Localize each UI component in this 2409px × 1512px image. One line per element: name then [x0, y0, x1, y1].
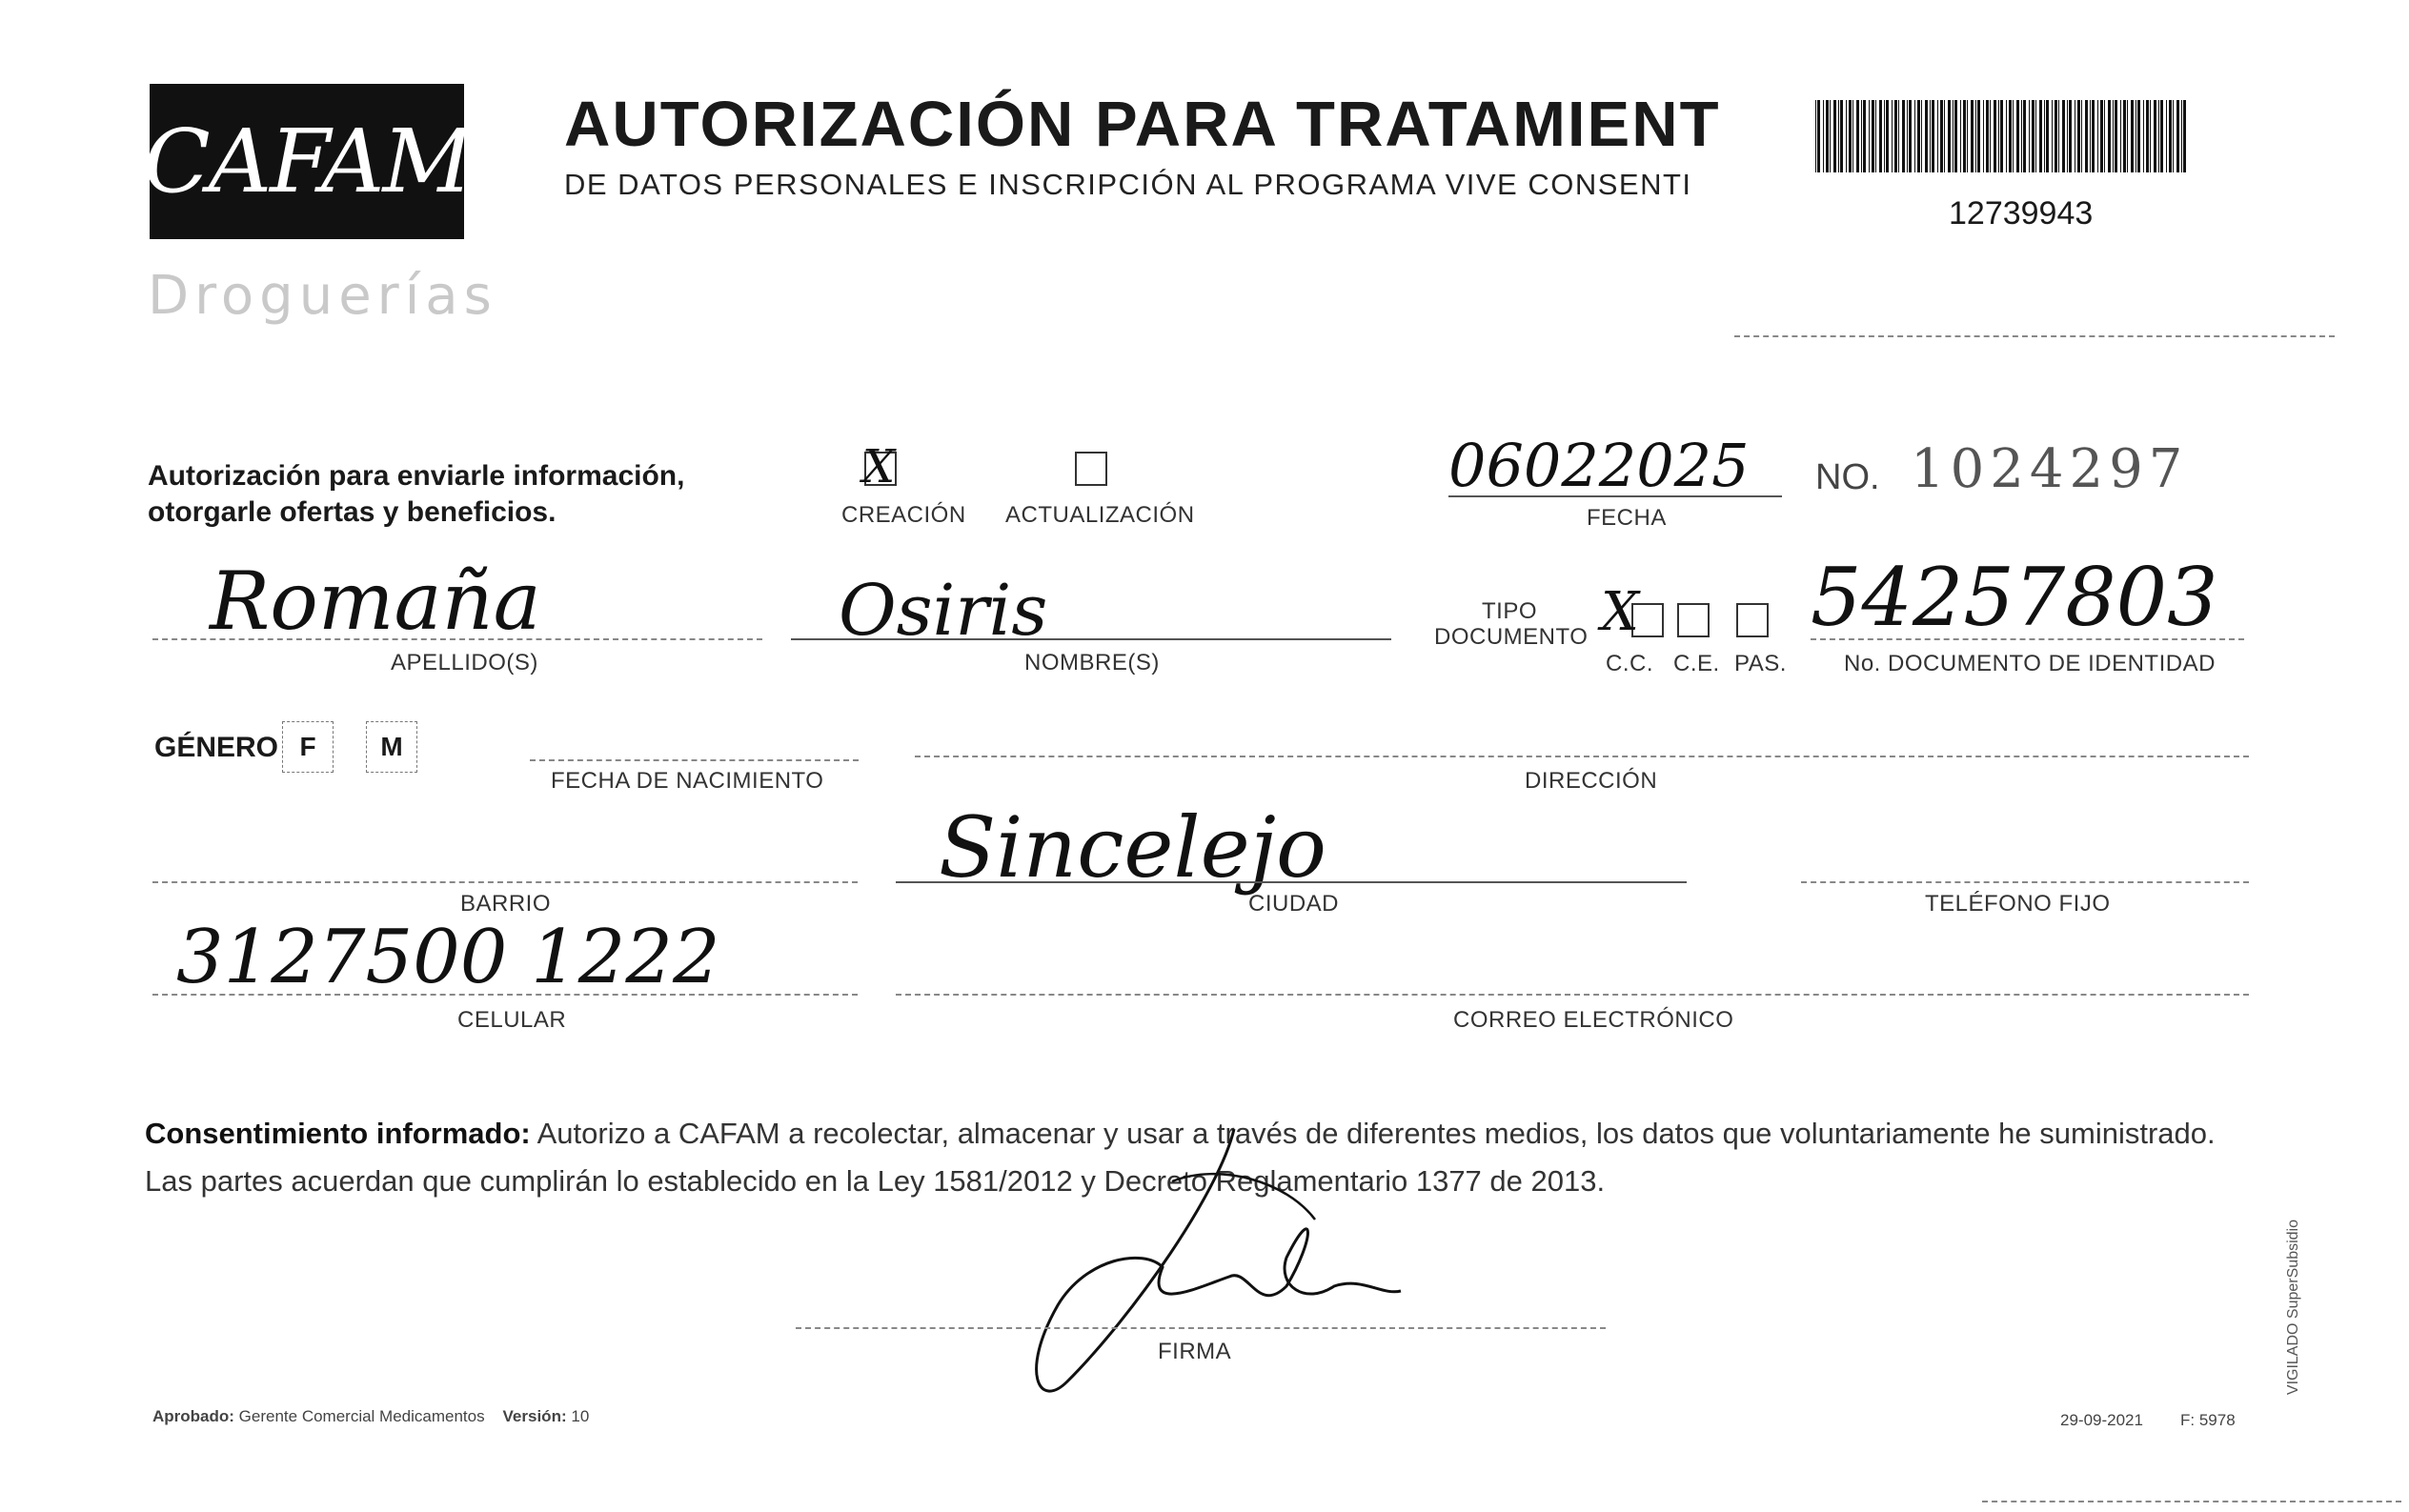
intro-text-1: Autorización para enviarle información,	[148, 460, 685, 492]
barcode-bar	[1977, 100, 1980, 172]
fecha-nacimiento-line	[530, 759, 859, 761]
apellido-label: APELLIDO(S)	[391, 650, 538, 675]
barcode-bar	[2035, 100, 2036, 172]
barcode-bar	[2046, 100, 2049, 172]
genero-f-box[interactable]	[282, 721, 334, 773]
firma-line	[796, 1327, 1606, 1329]
barcode-bar	[1872, 100, 1874, 172]
barcode-bar	[1833, 100, 1836, 172]
actualizacion-label: ACTUALIZACIÓN	[1005, 502, 1195, 528]
barcode-bar	[1902, 100, 1905, 172]
barcode-bar	[2055, 100, 2057, 172]
documento-numero-label: No. DOCUMENTO DE IDENTIDAD	[1844, 651, 2216, 676]
genero-m-label: M	[380, 732, 403, 761]
bottom-divider	[1982, 1501, 2401, 1502]
barcode-bar	[2166, 100, 2167, 172]
barcode-bar	[2044, 100, 2045, 172]
fecha-line	[1448, 495, 1782, 497]
barcode-bar	[1886, 100, 1889, 172]
consent-text-2: Las partes acuerdan que cumplirán lo establecido en la Ley 1581/2012 y Decreto Reglamentario 1377 de 2013.	[145, 1164, 1606, 1198]
barcode-bar	[1830, 100, 1831, 172]
barcode-bar	[1990, 100, 1991, 172]
barcode-bar	[2006, 100, 2007, 172]
barcode-bar	[2067, 100, 2068, 172]
documento-label: DOCUMENTO	[1434, 624, 1589, 650]
pas-checkbox[interactable]	[1736, 603, 1769, 637]
cafam-logo: CAFAM	[150, 84, 464, 239]
barcode-bar	[2016, 100, 2019, 172]
barcode-bar	[2127, 100, 2128, 172]
barcode-bar	[2058, 100, 2059, 172]
genero-m-box[interactable]	[366, 721, 417, 773]
barcode-bar	[2039, 100, 2042, 172]
barcode-bar	[1914, 100, 1915, 172]
barcode-bar	[1930, 100, 1931, 172]
barcode-bar	[2173, 100, 2174, 172]
ciudad-value[interactable]: Sincelejo	[939, 798, 1326, 897]
barcode-bar	[2023, 100, 2026, 172]
nombre-value[interactable]: Osiris	[839, 570, 1048, 652]
correo-label: CORREO ELECTRÓNICO	[1453, 1007, 1734, 1033]
direccion-line	[915, 756, 2249, 757]
barcode-bar	[2176, 100, 2179, 172]
barcode-bar	[2077, 100, 2080, 172]
form-number: 1024297	[1911, 438, 2189, 500]
correo-line	[896, 994, 2249, 996]
barcode-bar	[2062, 100, 2065, 172]
barcode-bar	[2150, 100, 2151, 172]
barcode-bar	[1954, 100, 1957, 172]
barcode-bar	[1994, 100, 1996, 172]
barcode-bar	[1983, 100, 1984, 172]
consent-text-1: Autorizo a CAFAM a recolectar, almacenar y usar a través de diferentes medios, los datos que voluntariamente he suministrado.	[536, 1117, 2216, 1150]
document-title: AUTORIZACIÓN PARA TRATAMIENT	[564, 89, 1721, 160]
barcode-bar	[2181, 100, 2182, 172]
barcode-bar	[1815, 100, 1816, 172]
aprobado-label: Aprobado:	[152, 1407, 234, 1425]
fecha-value[interactable]: 06022025	[1448, 431, 1750, 500]
barcode-bar	[1852, 100, 1853, 172]
apellido-line	[152, 638, 762, 640]
celular-label: CELULAR	[457, 1007, 567, 1033]
document-subtitle: DE DATOS PERSONALES E INSCRIPCIÓN AL PROGRAMA VIVE CONSENTI	[564, 168, 1692, 201]
barcode-bar	[2115, 100, 2117, 172]
ciudad-line	[896, 881, 1687, 883]
barcode-bar	[1907, 100, 1908, 172]
form-code: F: 5978	[2180, 1411, 2236, 1429]
number-label: NO.	[1815, 457, 1880, 497]
barcode-bar	[1967, 100, 1968, 172]
barcode-bar	[1879, 100, 1882, 172]
aprobado-info	[152, 1407, 589, 1426]
barcode-bar	[1875, 100, 1876, 172]
barcode-bar	[2032, 100, 2034, 172]
barcode-bar	[2100, 100, 2103, 172]
barcode-bar	[1856, 100, 1859, 172]
fecha-label: FECHA	[1587, 505, 1667, 531]
firma-label: FIRMA	[1158, 1339, 1232, 1364]
barcode-bar	[2097, 100, 2098, 172]
ce-checkbox[interactable]	[1677, 603, 1710, 637]
nombre-label: NOMBRE(S)	[1024, 650, 1160, 675]
celular-line	[152, 994, 858, 996]
barcode-bar	[2092, 100, 2095, 172]
barcode-bar	[2169, 100, 2172, 172]
barcode-bar	[1975, 100, 1976, 172]
ciudad-label: CIUDAD	[1248, 891, 1340, 917]
barcode-bar	[2029, 100, 2030, 172]
barcode-bar	[2120, 100, 2121, 172]
actualizacion-checkbox[interactable]	[1075, 452, 1107, 486]
intro-text-2: otorgarle ofertas y beneficios.	[148, 496, 557, 528]
version-label: Versión:	[502, 1407, 567, 1425]
barcode-bar	[1940, 100, 1943, 172]
barcode-bar	[1998, 100, 1999, 172]
barcode-bar	[1846, 100, 1847, 172]
barcode-bar	[1840, 100, 1843, 172]
barcode-bar	[2085, 100, 2088, 172]
barcode-bar	[1937, 100, 1938, 172]
barcode-bar	[1884, 100, 1885, 172]
barcode-bar	[1917, 100, 1920, 172]
barcode-bar	[2069, 100, 2072, 172]
barcode-bar	[1925, 100, 1928, 172]
tipo-label: TIPO	[1482, 598, 1538, 624]
nombre-line	[791, 638, 1391, 640]
barcode-bar	[2009, 100, 2012, 172]
barcode-bar	[1948, 100, 1951, 172]
barcode-bar	[1861, 100, 1862, 172]
celular-value[interactable]: 3127500 1222	[176, 915, 720, 1000]
documento-line	[1811, 638, 2244, 640]
form-date-code: 29-09-2021	[2060, 1411, 2143, 1429]
genero-label: GÉNERO	[154, 732, 279, 763]
consent-heading: Consentimiento informado:	[145, 1117, 531, 1150]
direccion-label: DIRECCIÓN	[1525, 768, 1658, 794]
barcode-bar	[2113, 100, 2114, 172]
barcode-bar	[1986, 100, 1989, 172]
barcode-bar	[1960, 100, 1961, 172]
fecha-nacimiento-label: FECHA DE NACIMIENTO	[551, 768, 824, 794]
barcode-bar	[1892, 100, 1893, 172]
barcode-bar	[2108, 100, 2111, 172]
barcode-bar	[2013, 100, 2014, 172]
creacion-label: CREACIÓN	[841, 502, 966, 528]
barcode-bar	[2158, 100, 2159, 172]
pas-label: PAS.	[1734, 651, 1787, 676]
barcode-bar	[1909, 100, 1912, 172]
barrio-line	[152, 881, 858, 883]
barcode-bar	[1944, 100, 1945, 172]
barcode-bar	[2146, 100, 2149, 172]
barcode-bar	[1953, 100, 1954, 172]
drogueria-watermark: Droguerías	[148, 265, 497, 327]
barcode-bar	[2143, 100, 2144, 172]
barcode-bar	[1921, 100, 1922, 172]
barcode-bar	[1849, 100, 1852, 172]
telefono-line	[1801, 881, 2249, 883]
aprobado-value: Gerente Comercial Medicamentos	[238, 1407, 485, 1425]
barcode-bar	[1898, 100, 1899, 172]
barcode-bar	[1894, 100, 1897, 172]
barcode-bar	[1863, 100, 1866, 172]
barcode-bar	[1817, 100, 1820, 172]
barcode-bar	[2081, 100, 2082, 172]
barcode-bar	[2021, 100, 2022, 172]
barcode-bar	[1971, 100, 1974, 172]
header-divider	[1734, 335, 2335, 337]
genero-f-label: F	[299, 732, 316, 761]
barcode-bar	[2131, 100, 2134, 172]
barcode-bar	[1826, 100, 1829, 172]
ce-label: C.E.	[1673, 651, 1720, 676]
barcode-bar	[2160, 100, 2163, 172]
cc-check-mark: X	[1601, 581, 1639, 643]
barcode-bar	[2000, 100, 2003, 172]
supersubsidio-vertical-text: VIGILADO SuperSubsidio	[2285, 1220, 2301, 1396]
version-value: 10	[571, 1407, 590, 1425]
barcode-bar	[1869, 100, 1870, 172]
barcode-bar	[2052, 100, 2053, 172]
barcode-bar	[2137, 100, 2140, 172]
documento-numero-value[interactable]: 54257803	[1811, 551, 2218, 644]
barcode-bar	[2104, 100, 2105, 172]
cc-label: C.C.	[1606, 651, 1653, 676]
barcode-number: 12739943	[1949, 195, 2094, 232]
apellido-value[interactable]: Romaña	[210, 554, 541, 648]
barcode-bar	[1823, 100, 1824, 172]
barcode-bar	[1963, 100, 1966, 172]
barcode-bar	[1838, 100, 1839, 172]
barcode-bar	[2123, 100, 2126, 172]
barcode-bar	[2154, 100, 2156, 172]
creacion-check-mark: X	[862, 440, 896, 494]
telefono-label: TELÉFONO FIJO	[1925, 891, 2111, 917]
barrio-label: BARRIO	[460, 891, 552, 917]
barcode-image	[1815, 100, 2192, 172]
barcode-bar	[1932, 100, 1934, 172]
barcode-bar	[2183, 100, 2186, 172]
barcode-bar	[2090, 100, 2091, 172]
